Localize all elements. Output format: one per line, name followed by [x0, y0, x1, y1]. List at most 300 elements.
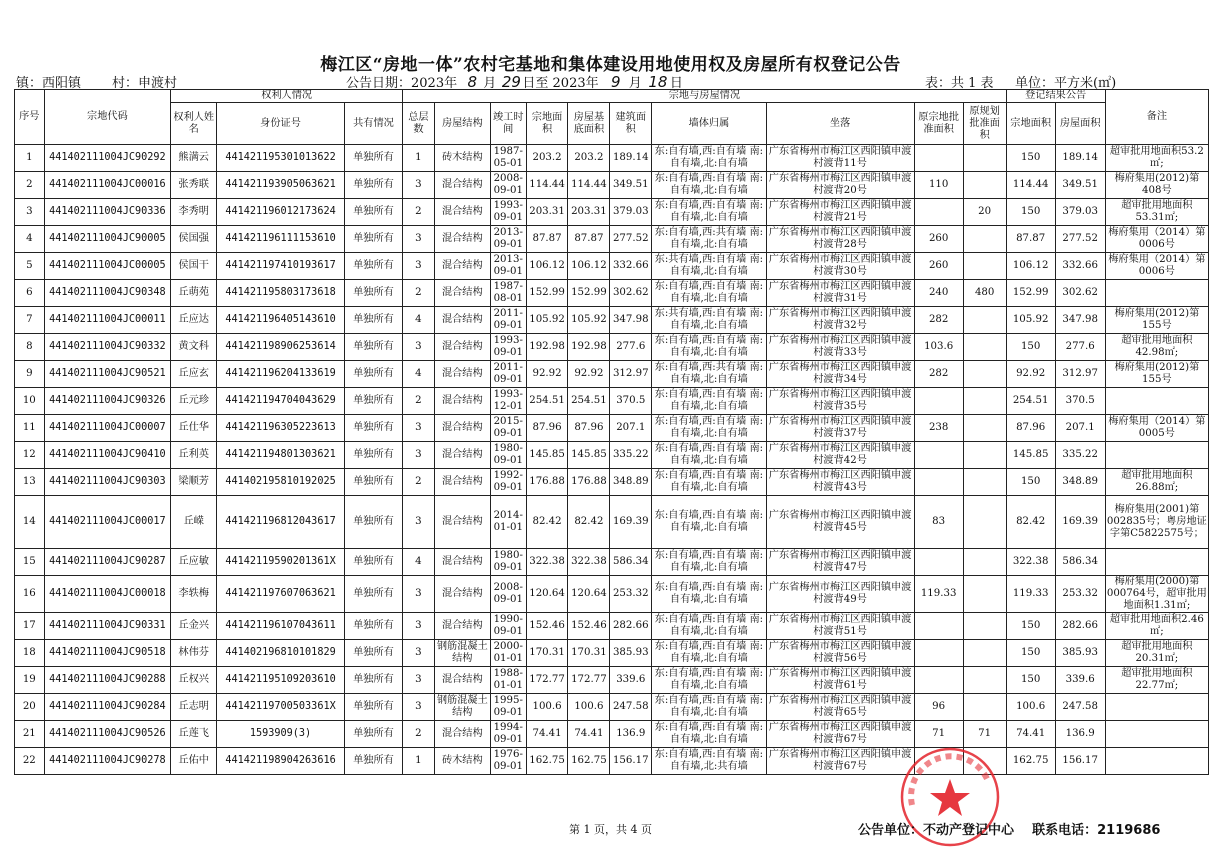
row-approved-orig: 71 — [914, 721, 963, 748]
row-floors: 2 — [403, 199, 435, 226]
row-floors: 3 — [403, 613, 435, 640]
row-id-no: 441421194704043629 — [217, 388, 345, 415]
row-seq: 10 — [15, 388, 45, 415]
table-row — [15, 496, 1209, 549]
row-owner-name: 丘佑中 — [171, 748, 217, 775]
row-approved-plan — [963, 694, 1006, 721]
row-shared: 单独所有 — [344, 226, 402, 253]
row-parcel-code: 441402111004JC00011 — [44, 307, 171, 334]
header-completion: 竣工时间 — [490, 103, 526, 145]
table-row — [15, 145, 1209, 172]
row-approved-orig: 119.33 — [914, 576, 963, 613]
month-word-2: 月 — [628, 76, 642, 91]
row-res-house: 348.89 — [1055, 469, 1105, 496]
table-row — [15, 388, 1209, 415]
row-seq: 5 — [15, 253, 45, 280]
table-row — [15, 613, 1209, 640]
row-wall: 东:自有墙,西:自有墙 南:自有墙,北:自有墙 — [652, 388, 766, 415]
row-res-house: 302.62 — [1055, 280, 1105, 307]
row-location: 广东省梅州市梅江区西阳镇申渡村渡背56号 — [766, 640, 914, 667]
row-structure: 混合结构 — [434, 253, 490, 280]
row-seq: 1 — [15, 145, 45, 172]
row-structure: 混合结构 — [434, 415, 490, 442]
row-approved-orig: 240 — [914, 280, 963, 307]
header-result-group: 登记结果公告 — [1006, 90, 1105, 103]
row-res-house: 136.9 — [1055, 721, 1105, 748]
row-land-area: 100.6 — [526, 694, 568, 721]
row-id-no: 44142119590201361X — [217, 549, 345, 576]
row-seq: 9 — [15, 361, 45, 388]
row-res-house: 385.93 — [1055, 640, 1105, 667]
row-approved-orig — [914, 145, 963, 172]
row-res-house: 312.97 — [1055, 361, 1105, 388]
row-parcel-code: 441402111004JC00005 — [44, 253, 171, 280]
row-floors: 3 — [403, 334, 435, 361]
row-completion: 2008-09-01 — [490, 576, 526, 613]
row-shared: 单独所有 — [344, 667, 402, 694]
row-res-land: 254.51 — [1006, 388, 1055, 415]
row-approved-plan — [963, 307, 1006, 334]
row-base-area: 152.99 — [568, 280, 610, 307]
row-id-no: 441421195803173618 — [217, 280, 345, 307]
row-floors: 3 — [403, 576, 435, 613]
header-base-area: 房屋基底面积 — [568, 103, 610, 145]
row-owner-name: 张秀联 — [171, 172, 217, 199]
row-approved-orig: 238 — [914, 415, 963, 442]
header-parcel-code: 宗地代码 — [44, 90, 171, 145]
page-title: 梅江区“房地一体”农村宅基地和集体建设用地使用权及房屋所有权登记公告 — [320, 55, 901, 75]
row-id-no: 441421198906253614 — [217, 334, 345, 361]
table-row — [15, 667, 1209, 694]
row-wall: 东:自有墙,西:自有墙 南:自有墙,北:自有墙 — [652, 640, 766, 667]
row-location: 广东省梅州市梅江区西阳镇申渡村渡背42号 — [766, 442, 914, 469]
row-seq: 4 — [15, 226, 45, 253]
row-id-no: 441421196107043611 — [217, 613, 345, 640]
row-location: 广东省梅州市梅江区西阳镇申渡村渡背30号 — [766, 253, 914, 280]
row-seq: 12 — [15, 442, 45, 469]
row-location: 广东省梅州市梅江区西阳镇申渡村渡背31号 — [766, 280, 914, 307]
row-owner-name: 丘应敏 — [171, 549, 217, 576]
row-completion: 2011-09-01 — [490, 361, 526, 388]
row-location: 广东省梅州市梅江区西阳镇申渡村渡背47号 — [766, 549, 914, 576]
row-approved-plan — [963, 640, 1006, 667]
row-base-area: 170.31 — [568, 640, 610, 667]
row-wall: 东:自有墙,西:自有墙 南:自有墙,北:自有墙 — [652, 172, 766, 199]
row-remark: 超审批用地面积20.31㎡; — [1105, 640, 1208, 667]
row-res-land: 105.92 — [1006, 307, 1055, 334]
row-res-house: 169.39 — [1055, 496, 1105, 549]
row-seq: 14 — [15, 496, 45, 549]
row-approved-orig — [914, 667, 963, 694]
row-res-house: 370.5 — [1055, 388, 1105, 415]
row-approved-orig: 260 — [914, 226, 963, 253]
row-id-no: 441421196204133619 — [217, 361, 345, 388]
row-approved-plan — [963, 172, 1006, 199]
row-res-land: 100.6 — [1006, 694, 1055, 721]
row-parcel-code: 441402111004JC90326 — [44, 388, 171, 415]
row-parcel-code: 441402111004JC90336 — [44, 199, 171, 226]
row-floors: 1 — [403, 748, 435, 775]
row-owner-name: 黄文科 — [171, 334, 217, 361]
row-land-area: 172.77 — [526, 667, 568, 694]
row-seq: 3 — [15, 199, 45, 226]
header-res-house: 房屋面积 — [1055, 103, 1105, 145]
row-structure: 混合结构 — [434, 721, 490, 748]
row-approved-orig: 110 — [914, 172, 963, 199]
row-owner-name: 熊满云 — [171, 145, 217, 172]
row-owner-name: 梁顺芳 — [171, 469, 217, 496]
row-shared: 单独所有 — [344, 199, 402, 226]
row-completion: 1993-09-01 — [490, 334, 526, 361]
row-res-land: 322.38 — [1006, 549, 1055, 576]
row-parcel-code: 441402111004JC00018 — [44, 576, 171, 613]
row-owner-name: 丘仕华 — [171, 415, 217, 442]
row-structure: 混合结构 — [434, 442, 490, 469]
row-land-area: 82.42 — [526, 496, 568, 549]
row-remark: 梅府集用（2014）第0006号 — [1105, 226, 1208, 253]
header-approved-plan: 原规划批准面积 — [963, 103, 1006, 145]
row-structure: 混合结构 — [434, 469, 490, 496]
row-floors: 2 — [403, 388, 435, 415]
row-owner-name: 丘金兴 — [171, 613, 217, 640]
row-seq: 13 — [15, 469, 45, 496]
row-seq: 18 — [15, 640, 45, 667]
row-remark: 梅府集用（2014）第0005号 — [1105, 415, 1208, 442]
row-structure: 混合结构 — [434, 307, 490, 334]
row-approved-plan — [963, 667, 1006, 694]
row-location: 广东省梅州市梅江区西阳镇申渡村渡背33号 — [766, 334, 914, 361]
row-base-area: 176.88 — [568, 469, 610, 496]
row-approved-plan — [963, 145, 1006, 172]
row-res-land: 150 — [1006, 199, 1055, 226]
row-approved-plan — [963, 469, 1006, 496]
row-location: 广东省梅州市梅江区西阳镇申渡村渡背61号 — [766, 667, 914, 694]
row-id-no: 441421195109203610 — [217, 667, 345, 694]
row-approved-orig: 260 — [914, 253, 963, 280]
row-parcel-code: 441402111004JC90526 — [44, 721, 171, 748]
row-parcel-code: 441402111004JC90292 — [44, 145, 171, 172]
row-completion: 1990-09-01 — [490, 613, 526, 640]
row-structure: 混合结构 — [434, 226, 490, 253]
header-approved-orig: 原宗地批准面积 — [914, 103, 963, 145]
row-wall: 东:自有墙,西:自有墙 南:自有墙,北:自有墙 — [652, 613, 766, 640]
row-parcel-code: 441402111004JC90284 — [44, 694, 171, 721]
row-res-house: 379.03 — [1055, 199, 1105, 226]
table-row — [15, 748, 1209, 775]
row-build-area: 332.66 — [610, 253, 652, 280]
row-base-area: 203.2 — [568, 145, 610, 172]
row-shared: 单独所有 — [344, 748, 402, 775]
page-indicator: 第 1 页，共 4 页 — [569, 823, 652, 836]
row-completion: 1988-01-01 — [490, 667, 526, 694]
row-floors: 3 — [403, 253, 435, 280]
row-structure: 混合结构 — [434, 496, 490, 549]
row-res-land: 87.96 — [1006, 415, 1055, 442]
row-res-house: 332.66 — [1055, 253, 1105, 280]
issuing-unit: 公告单位：不动产登记中心 — [858, 823, 1015, 838]
row-completion: 2013-09-01 — [490, 253, 526, 280]
row-approved-orig — [914, 549, 963, 576]
row-remark — [1105, 748, 1208, 775]
start-day: 29 — [501, 73, 521, 91]
table-count: 表：共 1 表 — [925, 76, 994, 91]
row-wall: 东:自有墙,西:自有墙 南:自有墙,北:自有墙 — [652, 576, 766, 613]
row-res-house: 247.58 — [1055, 694, 1105, 721]
row-res-land: 150 — [1006, 640, 1055, 667]
row-land-area: 74.41 — [526, 721, 568, 748]
unit-label: 单位：平方米(㎡) — [1015, 76, 1117, 91]
row-res-land: 114.44 — [1006, 172, 1055, 199]
row-build-area: 312.97 — [610, 361, 652, 388]
row-floors: 1 — [403, 145, 435, 172]
row-approved-plan: 20 — [963, 199, 1006, 226]
row-build-area: 136.9 — [610, 721, 652, 748]
row-land-area: 87.96 — [526, 415, 568, 442]
row-shared: 单独所有 — [344, 576, 402, 613]
row-parcel-code: 441402111004JC00007 — [44, 415, 171, 442]
row-base-area: 162.75 — [568, 748, 610, 775]
table-row — [15, 415, 1209, 442]
row-parcel-code: 441402111004JC90332 — [44, 334, 171, 361]
header-build-area: 建筑面积 — [610, 103, 652, 145]
row-wall: 东:自有墙,西:自有墙 南:自有墙,北:自有墙 — [652, 496, 766, 549]
row-base-area: 114.44 — [568, 172, 610, 199]
row-id-no: 1593909(3) — [217, 721, 345, 748]
row-structure: 混合结构 — [434, 613, 490, 640]
row-location: 广东省梅州市梅江区西阳镇申渡村渡背43号 — [766, 469, 914, 496]
row-approved-orig — [914, 640, 963, 667]
end-day: 18 — [648, 73, 668, 91]
table-row — [15, 469, 1209, 496]
row-res-land: 150 — [1006, 334, 1055, 361]
row-structure: 钢筋混凝土结构 — [434, 694, 490, 721]
row-base-area: 203.31 — [568, 199, 610, 226]
row-completion: 2014-01-01 — [490, 496, 526, 549]
row-owner-name: 李轶梅 — [171, 576, 217, 613]
row-build-area: 189.14 — [610, 145, 652, 172]
row-approved-orig: 96 — [914, 694, 963, 721]
row-owner-name: 丘应玄 — [171, 361, 217, 388]
start-month: 8 — [467, 73, 477, 91]
row-approved-orig — [914, 469, 963, 496]
row-floors: 3 — [403, 415, 435, 442]
row-base-area: 254.51 — [568, 388, 610, 415]
row-floors: 4 — [403, 549, 435, 576]
row-land-area: 114.44 — [526, 172, 568, 199]
row-shared: 单独所有 — [344, 415, 402, 442]
row-approved-plan — [963, 361, 1006, 388]
row-base-area: 74.41 — [568, 721, 610, 748]
row-approved-orig — [914, 388, 963, 415]
row-seq: 16 — [15, 576, 45, 613]
row-land-area: 92.92 — [526, 361, 568, 388]
row-location: 广东省梅州市梅江区西阳镇申渡村渡背21号 — [766, 199, 914, 226]
row-build-area: 156.17 — [610, 748, 652, 775]
row-res-land: 82.42 — [1006, 496, 1055, 549]
row-approved-plan — [963, 549, 1006, 576]
row-res-land: 152.99 — [1006, 280, 1055, 307]
row-structure: 混合结构 — [434, 199, 490, 226]
row-completion: 1987-08-01 — [490, 280, 526, 307]
row-location: 广东省梅州市梅江区西阳镇申渡村渡背51号 — [766, 613, 914, 640]
row-build-area: 339.6 — [610, 667, 652, 694]
row-res-land: 150 — [1006, 613, 1055, 640]
row-shared: 单独所有 — [344, 442, 402, 469]
row-owner-name: 侯国干 — [171, 253, 217, 280]
row-floors: 3 — [403, 226, 435, 253]
row-land-area: 170.31 — [526, 640, 568, 667]
row-remark: 超审批用地面积53.31㎡; — [1105, 199, 1208, 226]
row-owner-name: 丘利英 — [171, 442, 217, 469]
table-row — [15, 253, 1209, 280]
row-floors: 2 — [403, 469, 435, 496]
row-land-area: 254.51 — [526, 388, 568, 415]
row-remark — [1105, 549, 1208, 576]
row-res-house: 207.1 — [1055, 415, 1105, 442]
header-remark: 备注 — [1105, 90, 1208, 145]
row-shared: 单独所有 — [344, 613, 402, 640]
row-id-no: 441402196810101829 — [217, 640, 345, 667]
row-approved-plan — [963, 334, 1006, 361]
row-remark: 超审批用地面积53.2㎡; — [1105, 145, 1208, 172]
header-structure: 房屋结构 — [434, 103, 490, 145]
row-completion: 1987-05-01 — [490, 145, 526, 172]
row-shared: 单独所有 — [344, 145, 402, 172]
row-parcel-code: 441402111004JC90348 — [44, 280, 171, 307]
row-wall: 东:自有墙,西:共有墙 南:自有墙,北:自有墙 — [652, 361, 766, 388]
row-remark — [1105, 442, 1208, 469]
row-id-no: 441421196405143610 — [217, 307, 345, 334]
row-build-area: 282.66 — [610, 613, 652, 640]
row-parcel-code: 441402111004JC00016 — [44, 172, 171, 199]
row-parcel-code: 441402111004JC90005 — [44, 226, 171, 253]
row-res-land: 119.33 — [1006, 576, 1055, 613]
row-res-house: 277.6 — [1055, 334, 1105, 361]
row-build-area: 169.39 — [610, 496, 652, 549]
row-base-area: 145.85 — [568, 442, 610, 469]
row-res-house: 339.6 — [1055, 667, 1105, 694]
date-prefix: 公告日期：2023年 — [346, 76, 458, 91]
row-completion: 2015-09-01 — [490, 415, 526, 442]
row-res-house: 189.14 — [1055, 145, 1105, 172]
header-location: 坐落 — [766, 103, 914, 145]
table-row — [15, 307, 1209, 334]
row-parcel-code: 441402111004JC90288 — [44, 667, 171, 694]
row-remark: 梅府集用（2014）第0006号 — [1105, 253, 1208, 280]
row-wall: 东:自有墙,西:自有墙 南:自有墙,北:自有墙 — [652, 199, 766, 226]
row-completion: 2011-09-01 — [490, 307, 526, 334]
row-shared: 单独所有 — [344, 334, 402, 361]
row-approved-orig — [914, 442, 963, 469]
row-parcel-code: 441402111004JC90278 — [44, 748, 171, 775]
row-id-no: 441421197607063621 — [217, 576, 345, 613]
town-label: 镇：西阳镇 — [16, 76, 82, 91]
row-owner-name: 丘萌苑 — [171, 280, 217, 307]
row-remark: 超审批用地面积2.46㎡; — [1105, 613, 1208, 640]
row-completion: 2013-09-01 — [490, 226, 526, 253]
row-floors: 2 — [403, 280, 435, 307]
row-structure: 砖木结构 — [434, 145, 490, 172]
row-location: 广东省梅州市梅江区西阳镇申渡村渡背28号 — [766, 226, 914, 253]
row-structure: 混合结构 — [434, 334, 490, 361]
row-location: 广东省梅州市梅江区西阳镇申渡村渡背32号 — [766, 307, 914, 334]
table-row — [15, 334, 1209, 361]
row-remark — [1105, 388, 1208, 415]
row-completion: 1980-09-01 — [490, 442, 526, 469]
row-land-area: 105.92 — [526, 307, 568, 334]
row-remark: 梅府集用(2000)第000764号，超审批用地面积1.31㎡; — [1106, 576, 1207, 611]
row-build-area: 302.62 — [610, 280, 652, 307]
row-floors: 3 — [403, 496, 435, 549]
row-res-land: 92.92 — [1006, 361, 1055, 388]
row-owner-name: 丘权兴 — [171, 667, 217, 694]
row-wall: 东:自有墙,西:共有墙 南:自有墙,北:自有墙 — [652, 226, 766, 253]
row-seq: 7 — [15, 307, 45, 334]
row-build-area: 348.89 — [610, 469, 652, 496]
row-owner-name: 李秀明 — [171, 199, 217, 226]
header-wall: 墙体归属 — [652, 103, 766, 145]
header-id-no: 身份证号 — [217, 103, 345, 145]
row-floors: 3 — [403, 172, 435, 199]
row-owner-name: 丘应达 — [171, 307, 217, 334]
row-shared: 单独所有 — [344, 172, 402, 199]
row-id-no: 441421196812043617 — [217, 496, 345, 549]
row-res-house: 156.17 — [1055, 748, 1105, 775]
row-shared: 单独所有 — [344, 253, 402, 280]
row-remark: 梅府集用(2012)第155号 — [1105, 307, 1208, 334]
row-build-area: 253.32 — [610, 576, 652, 613]
row-approved-plan — [963, 613, 1006, 640]
header-land-area: 宗地面积 — [526, 103, 568, 145]
row-structure: 混合结构 — [434, 172, 490, 199]
row-base-area: 322.38 — [568, 549, 610, 576]
row-location: 广东省梅州市梅江区西阳镇申渡村渡背67号 — [766, 721, 914, 748]
row-seq: 22 — [15, 748, 45, 775]
row-id-no: 441421195301013622 — [217, 145, 345, 172]
row-res-land: 150 — [1006, 145, 1055, 172]
header-res-land: 宗地面积 — [1006, 103, 1055, 145]
row-remark: 梅府集用(2012)第408号 — [1105, 172, 1208, 199]
row-floors: 3 — [403, 667, 435, 694]
row-wall: 东:自有墙,西:自有墙 南:自有墙,北:自有墙 — [652, 721, 766, 748]
row-id-no: 44142119700503361X — [217, 694, 345, 721]
row-location: 广东省梅州市梅江区西阳镇申渡村渡背34号 — [766, 361, 914, 388]
row-base-area: 192.98 — [568, 334, 610, 361]
row-approved-plan: 480 — [963, 280, 1006, 307]
row-wall: 东:共有墙,西:自有墙 南:自有墙,北:自有墙 — [652, 253, 766, 280]
row-id-no: 441421193905063621 — [217, 172, 345, 199]
footer-contact — [858, 819, 1160, 838]
row-build-area: 385.93 — [610, 640, 652, 667]
month-word: 月 — [483, 76, 497, 91]
row-wall: 东:自有墙,西:自有墙 南:自有墙,北:自有墙 — [652, 667, 766, 694]
row-res-house: 347.98 — [1055, 307, 1105, 334]
row-res-land: 87.87 — [1006, 226, 1055, 253]
row-res-land: 145.85 — [1006, 442, 1055, 469]
row-res-house: 586.34 — [1055, 549, 1105, 576]
row-res-house: 253.32 — [1055, 576, 1105, 613]
row-completion: 2008-09-01 — [490, 172, 526, 199]
row-parcel-code: 441402111004JC90287 — [44, 549, 171, 576]
row-remark: 梅府集用(2012)第155号 — [1105, 361, 1208, 388]
row-base-area: 105.92 — [568, 307, 610, 334]
row-seq: 2 — [15, 172, 45, 199]
row-id-no: 441421196111153610 — [217, 226, 345, 253]
row-completion: 1980-09-01 — [490, 549, 526, 576]
table-row — [15, 721, 1209, 748]
table-row — [15, 172, 1209, 199]
row-parcel-code: 441402111004JC90521 — [44, 361, 171, 388]
